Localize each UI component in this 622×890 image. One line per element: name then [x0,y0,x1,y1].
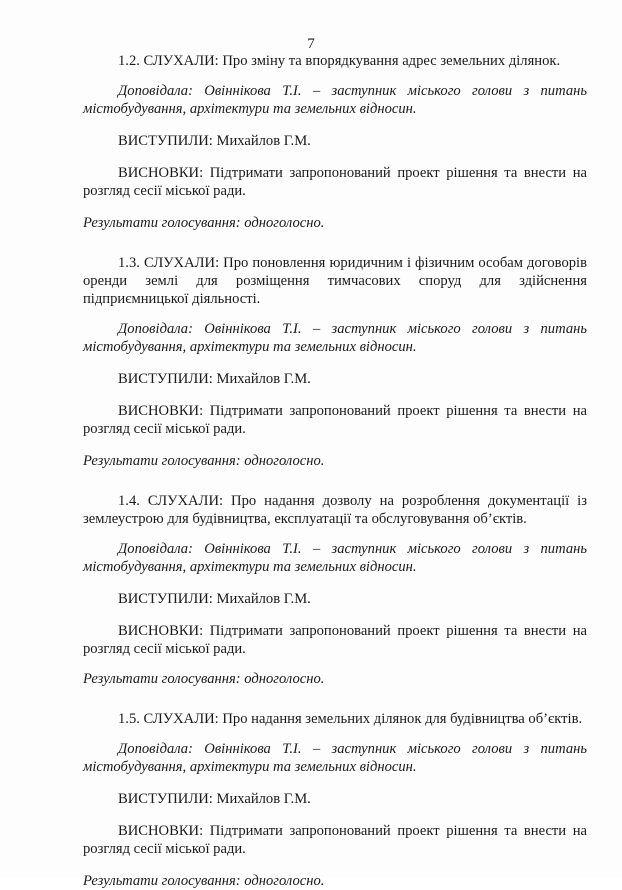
reporter-text: Доповідала: Овіннікова Т.І. – заступник міського голови з питань містобудування, архітектури та земельних відносин. [83,741,587,775]
agenda-item-1-4 [83,492,587,688]
agenda-item-1-2 [83,52,587,232]
conclusion-text: ВИСНОВКИ: Підтримати запропонований проект рішення та внести на розгляд сесії міської ради. [83,403,587,437]
vote-result-text: Результати голосування: одноголосно. [83,215,325,231]
vote-result-text: Результати голосування: одноголосно. [83,671,325,687]
conclusion-text: ВИСНОВКИ: Підтримати запропонований проект рішення та внести на розгляд сесії міської ради. [83,623,587,657]
minutes-content [83,52,587,890]
conclusion-text: ВИСНОВКИ: Підтримати запропонований проект рішення та внести на розгляд сесії міської ради. [83,165,587,199]
speakers-text: ВИСТУПИЛИ: Михайлов Г.М. [118,371,311,387]
speakers-text: ВИСТУПИЛИ: Михайлов Г.М. [118,791,311,807]
reporter-text: Доповідала: Овіннікова Т.І. – заступник міського голови з питань містобудування, архітектури та земельних відносин. [83,541,587,575]
heard-text: 1.5. СЛУХАЛИ: Про надання земельних ділянок для будівництва об’єктів. [118,711,583,727]
agenda-item-1-5 [83,710,587,890]
vote-result-text: Результати голосування: одноголосно. [83,873,325,889]
page-number: 7 [307,36,315,52]
agenda-item-1-3 [83,254,587,470]
heard-text: 1.3. СЛУХАЛИ: Про поновлення юридичним і фізичним особам договорів оренди землі для розміщення тимчасових споруд для здійснення підприємницької діяльності. [83,255,587,307]
vote-result-text: Результати голосування: одноголосно. [83,453,325,469]
conclusion-text: ВИСНОВКИ: Підтримати запропонований проект рішення та внести на розгляд сесії міської ради. [83,823,587,857]
reporter-text: Доповідала: Овіннікова Т.І. – заступник міського голови з питань містобудування, архітектури та земельних відносин. [83,321,587,355]
speakers-text: ВИСТУПИЛИ: Михайлов Г.М. [118,591,311,607]
heard-text: 1.4. СЛУХАЛИ: Про надання дозволу на розроблення документації із землеустрою для будівництва, експлуатації та обслуговування об’єктів. [83,493,587,527]
speakers-text: ВИСТУПИЛИ: Михайлов Г.М. [118,133,311,149]
reporter-text: Доповідала: Овіннікова Т.І. – заступник міського голови з питань містобудування, архітектури та земельних відносин. [83,83,587,117]
heard-text: 1.2. СЛУХАЛИ: Про зміну та впорядкування адрес земельних ділянок. [118,53,561,69]
